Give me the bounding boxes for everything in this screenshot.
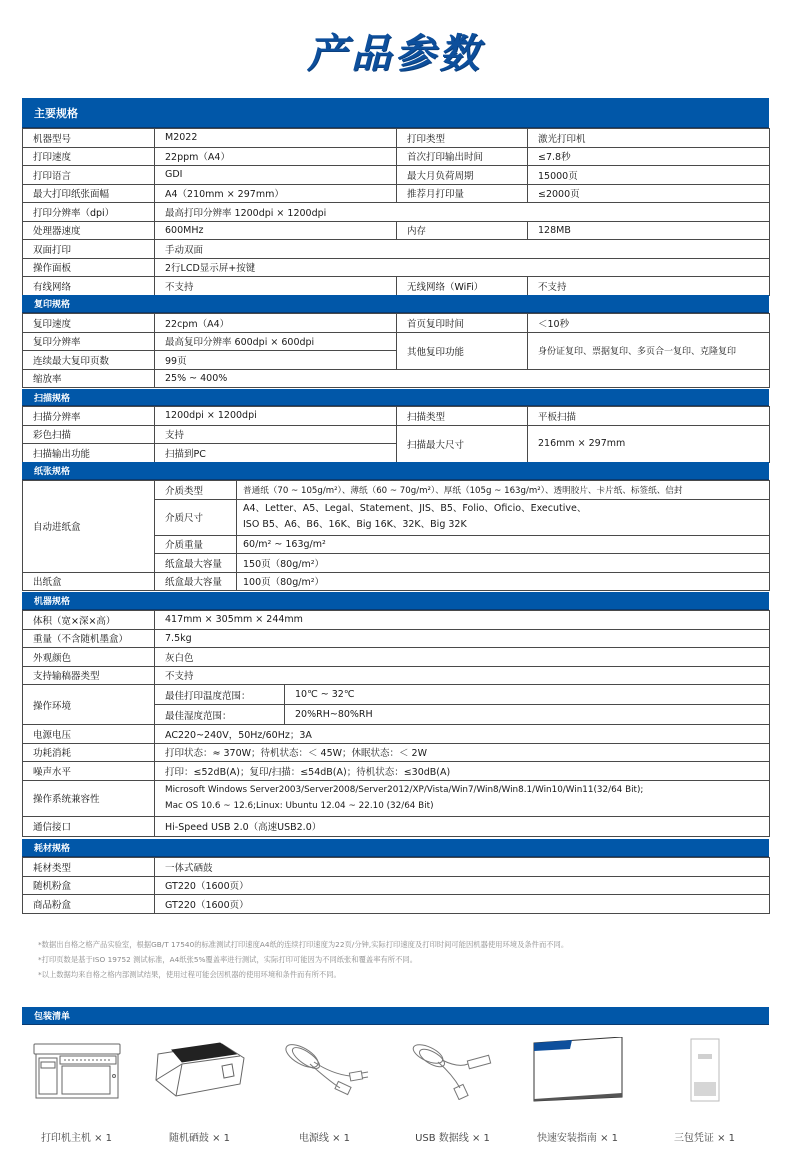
package-item — [642, 1035, 767, 1144]
spec-value: AC220~240V，50Hz/60Hz；3A — [155, 725, 770, 744]
warranty-card-icon — [642, 1035, 767, 1105]
spec-value: 128MB — [528, 221, 770, 240]
spec-value: M2022 — [155, 129, 397, 148]
spec-value: 25% ~ 400% — [155, 369, 770, 388]
spec-value: 99页 — [155, 351, 397, 370]
spec-value: 支持 — [155, 425, 397, 444]
table-row — [23, 685, 770, 705]
spec-value: 22cpm（A4） — [155, 314, 397, 333]
footnotes — [38, 937, 568, 982]
spec-value: 不支持 — [528, 277, 770, 296]
spec-value: 10℃ ~ 32℃ — [285, 685, 770, 705]
table-row — [23, 816, 770, 836]
package-item — [14, 1035, 139, 1144]
machine-specs-section — [22, 592, 769, 837]
spec-label: 外观颜色 — [23, 648, 155, 667]
scan-specs-section — [22, 389, 769, 463]
spec-label: 彩色扫描 — [23, 425, 155, 444]
spec-sublabel: 介质尺寸 — [155, 499, 237, 535]
spec-sublabel: 最佳打印温度范围： — [155, 685, 285, 705]
section-header-machine: 机器规格 — [22, 592, 769, 610]
usb-cable-icon — [390, 1035, 515, 1105]
spec-value: Hi-Speed USB 2.0（高速USB2.0） — [155, 816, 770, 836]
spec-value: 灰白色 — [155, 648, 770, 667]
table-row — [23, 129, 770, 148]
spec-sublabel: 纸盒最大容量 — [155, 572, 237, 591]
table-row — [23, 240, 770, 259]
table-row — [23, 611, 770, 630]
spec-value: 最高复印分辨率 600dpi × 600dpi — [155, 332, 397, 351]
scan-specs-table — [22, 406, 770, 463]
spec-label: 噪声水平 — [23, 762, 155, 781]
spec-label: 首次打印输出时间 — [397, 147, 528, 166]
power-cable-icon — [262, 1035, 387, 1105]
spec-label: 耗材类型 — [23, 858, 155, 877]
spec-label: 扫描分辨率 — [23, 407, 155, 426]
table-row — [23, 629, 770, 648]
paper-specs-section — [22, 462, 769, 591]
spec-label: 打印类型 — [397, 129, 528, 148]
table-row — [23, 895, 770, 914]
spec-label: 随机粉盒 — [23, 876, 155, 895]
spec-label: 无线网络（WiFi） — [397, 277, 528, 296]
table-row — [23, 258, 770, 277]
spec-value: 417mm × 305mm × 244mm — [155, 611, 770, 630]
spec-value-line: A4、Letter、A5、Legal、Statement、JIS、B5、Folio、Oficio、Executive、 — [243, 503, 587, 514]
spec-value: 一体式硒鼓 — [155, 858, 770, 877]
consumables-table — [22, 857, 770, 914]
spec-value — [155, 780, 770, 816]
spec-value: ＜10秒 — [528, 314, 770, 333]
spec-label: 电源电压 — [23, 725, 155, 744]
table-row — [23, 147, 770, 166]
paper-specs-table — [22, 480, 770, 591]
spec-label: 扫描最大尺寸 — [397, 425, 528, 462]
spec-sublabel: 最佳湿度范围： — [155, 705, 285, 725]
spec-value: GT220（1600页） — [155, 895, 770, 914]
printer-icon — [14, 1035, 139, 1105]
table-row — [23, 762, 770, 781]
section-header-copy: 复印规格 — [22, 295, 769, 313]
spec-label: 操作系统兼容性 — [23, 780, 155, 816]
spec-value: 不支持 — [155, 666, 770, 685]
main-specs-table — [22, 128, 770, 296]
section-header-consumables: 耗材规格 — [22, 839, 769, 857]
section-header-scan: 扫描规格 — [22, 389, 769, 406]
spec-value: 激光打印机 — [528, 129, 770, 148]
spec-label: 出纸盒 — [23, 572, 155, 591]
package-item-label: 快速安装指南 × 1 — [536, 1133, 619, 1144]
spec-value-line: Microsoft Windows Server2003/Server2008/Server2012/XP/Vista/Win7/Win8/Win8.1/Win10/Win11(32/64 Bit); — [165, 785, 644, 795]
spec-label: 体积（宽×深×高） — [23, 611, 155, 630]
package-item-label: 电源线 × 1 — [298, 1133, 351, 1144]
package-item-label: 随机硒鼓 × 1 — [168, 1133, 231, 1144]
spec-label: 打印语言 — [23, 166, 155, 185]
spec-value: 20%RH~80%RH — [285, 705, 770, 725]
table-row — [23, 184, 770, 203]
spec-value: 216mm × 297mm — [528, 425, 770, 462]
spec-label: 重量（不含随机墨盒） — [23, 629, 155, 648]
footnote: *打印页数是基于ISO 19752 测试标准，A4纸张5%覆盖率进行测试，实际打印可能因为不同纸张和覆盖率有所不同。 — [38, 955, 417, 964]
spec-label: 扫描类型 — [397, 407, 528, 426]
table-row — [23, 572, 770, 591]
spec-label: 推荐月打印量 — [397, 184, 528, 203]
spec-label: 连续最大复印页数 — [23, 351, 155, 370]
table-row — [23, 481, 770, 500]
spec-value: 600MHz — [155, 221, 397, 240]
package-item-label: USB 数据线 × 1 — [415, 1133, 490, 1144]
copy-specs-section — [22, 295, 769, 388]
spec-label: 有线网络 — [23, 277, 155, 296]
spec-value: A4（210mm × 297mm） — [155, 184, 397, 203]
spec-value: 1200dpi × 1200dpi — [155, 407, 397, 426]
spec-label: 最大打印纸张面幅 — [23, 184, 155, 203]
table-row — [23, 425, 770, 444]
section-header-package: 包装清单 — [22, 1007, 769, 1025]
package-items — [22, 1035, 769, 1155]
spec-value: GT220（1600页） — [155, 876, 770, 895]
consumables-section — [22, 839, 769, 914]
spec-label: 双面打印 — [23, 240, 155, 259]
spec-label: 首页复印时间 — [397, 314, 528, 333]
main-specs-section — [22, 98, 769, 296]
spec-label: 机器型号 — [23, 129, 155, 148]
table-row — [23, 666, 770, 685]
table-row — [23, 166, 770, 185]
spec-value: ≤7.8秒 — [528, 147, 770, 166]
spec-value: 150页（80g/m²） — [237, 554, 770, 573]
table-row — [23, 221, 770, 240]
spec-value: 2行LCD显示屏+按键 — [155, 258, 770, 277]
spec-value: GDI — [155, 166, 397, 185]
spec-value: 打印：≤52dB(A)；复印/扫描：≤54dB(A)；待机状态：≤30dB(A) — [155, 762, 770, 781]
footnote: *以上数据均来自格之格内部测试结果，使用过程可能会因机器的使用环境和条件而有所不同。 — [38, 970, 341, 979]
spec-value: 100页（80g/m²） — [237, 572, 770, 591]
spec-value: 打印状态：≈ 370W；待机状态：＜ 45W；休眠状态：＜ 2W — [155, 743, 770, 762]
spec-label: 复印分辨率 — [23, 332, 155, 351]
spec-sublabel: 纸盒最大容量 — [155, 554, 237, 573]
spec-label: 最大月负荷周期 — [397, 166, 528, 185]
package-item — [515, 1035, 640, 1144]
spec-label: 功耗消耗 — [23, 743, 155, 762]
package-item-label: 三包凭证 × 1 — [673, 1133, 736, 1144]
quick-guide-icon — [515, 1035, 640, 1105]
toner-drum-icon — [137, 1035, 262, 1105]
table-row — [23, 332, 770, 351]
spec-label: 商品粉盒 — [23, 895, 155, 914]
spec-label: 扫描输出功能 — [23, 444, 155, 463]
package-item — [390, 1035, 515, 1144]
package-item — [262, 1035, 387, 1144]
package-section — [22, 1007, 769, 1025]
spec-value-line: ISO B5、A6、B6、16K、Big 16K、32K、Big 32K — [243, 519, 467, 530]
section-header-main: 主要规格 — [22, 98, 769, 128]
table-row — [23, 858, 770, 877]
spec-value: 7.5kg — [155, 629, 770, 648]
package-item-label: 打印机主机 × 1 — [40, 1133, 113, 1144]
table-row — [23, 203, 770, 222]
table-row — [23, 369, 770, 388]
package-item — [137, 1035, 262, 1144]
table-row — [23, 876, 770, 895]
spec-label: 内存 — [397, 221, 528, 240]
spec-value-line: Mac OS 10.6 ~ 12.6;Linux: Ubuntu 12.04 ~ 22.10 (32/64 Bit) — [165, 801, 434, 811]
spec-label: 其他复印功能 — [397, 332, 528, 369]
spec-value: 不支持 — [155, 277, 397, 296]
copy-specs-table — [22, 313, 770, 388]
spec-label: 缩放率 — [23, 369, 155, 388]
spec-value: 最高打印分辨率 1200dpi × 1200dpi — [155, 203, 770, 222]
spec-label: 处理器速度 — [23, 221, 155, 240]
footnote: *数据出自格之格产品实验室，根据GB/T 17540的标准测试打印速度A4纸的连续打印速度为22页/分钟,实际打印速度及打印时间可能因机器使用环境及条件而不同。 — [38, 940, 569, 949]
table-row — [23, 314, 770, 333]
spec-value: 平板扫描 — [528, 407, 770, 426]
spec-sublabel: 介质类型 — [155, 481, 237, 500]
table-row — [23, 780, 770, 816]
spec-label: 通信接口 — [23, 816, 155, 836]
spec-label: 操作环境 — [23, 685, 155, 725]
spec-value: 15000页 — [528, 166, 770, 185]
spec-label: 自动进纸盒 — [23, 481, 155, 573]
spec-label: 打印速度 — [23, 147, 155, 166]
table-row — [23, 648, 770, 667]
machine-specs-table — [22, 610, 770, 837]
section-header-paper: 纸张规格 — [22, 462, 769, 480]
table-row — [23, 407, 770, 426]
spec-value: 身份证复印、票据复印、多页合一复印、克隆复印 — [528, 332, 770, 369]
table-row — [23, 725, 770, 744]
spec-value: 60/m² ~ 163g/m² — [237, 535, 770, 554]
spec-value: 手动双面 — [155, 240, 770, 259]
spec-label: 复印速度 — [23, 314, 155, 333]
table-row — [23, 277, 770, 296]
page-title: 产品参数 — [307, 31, 483, 77]
spec-label: 打印分辨率（dpi） — [23, 203, 155, 222]
spec-label: 支持输稿器类型 — [23, 666, 155, 685]
spec-label: 操作面板 — [23, 258, 155, 277]
spec-sublabel: 介质重量 — [155, 535, 237, 554]
table-row — [23, 743, 770, 762]
spec-value: ≤2000页 — [528, 184, 770, 203]
spec-value: 扫描到PC — [155, 444, 397, 463]
spec-value: 22ppm（A4） — [155, 147, 397, 166]
spec-value: 普通纸（70 ~ 105g/m²）、薄纸（60 ~ 70g/m²）、厚纸（105g ~ 163g/m²）、透明胶片、卡片纸、标签纸、信封 — [237, 481, 770, 500]
spec-value — [237, 499, 770, 535]
